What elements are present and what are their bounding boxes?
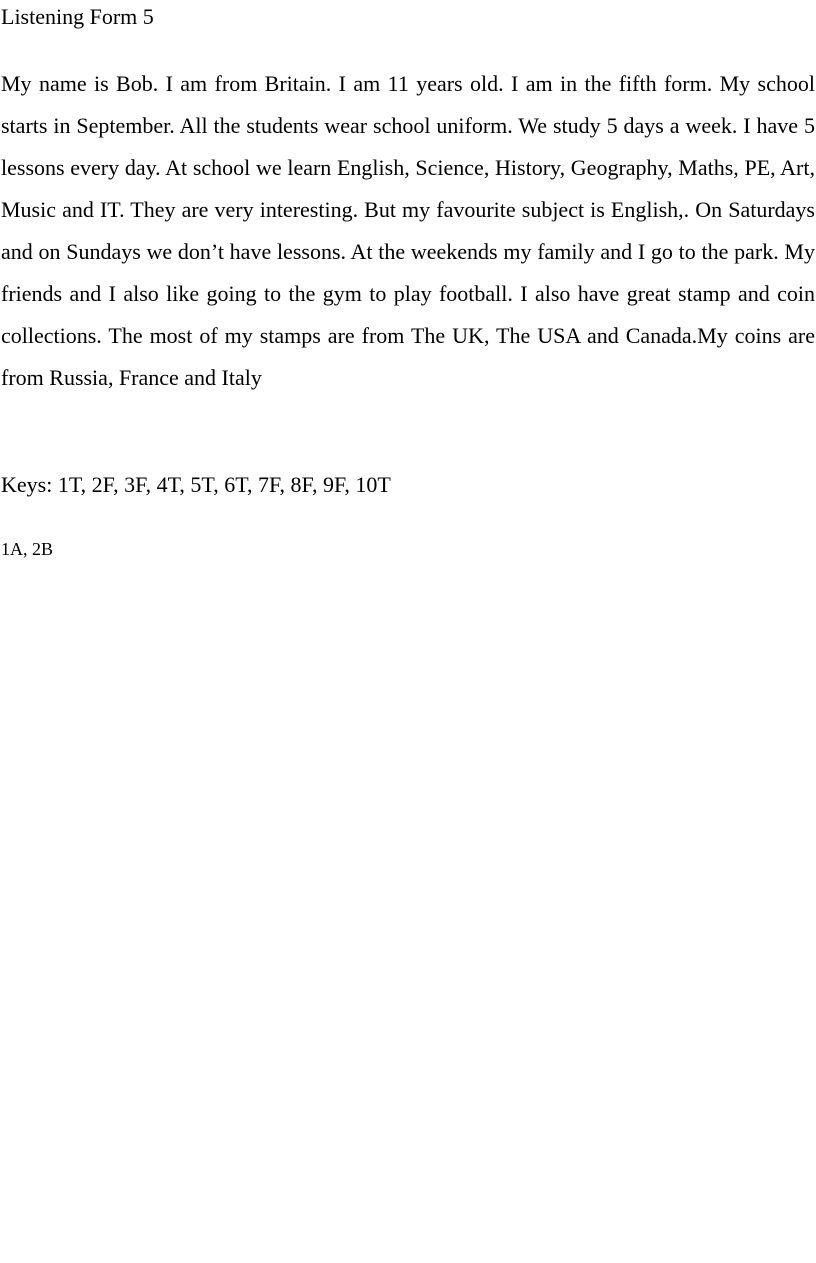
answer-keys-true-false: Keys: 1T, 2F, 3F, 4T, 5T, 6T, 7F, 8F, 9F, 10T xyxy=(1,472,391,497)
answer-keys-multiple-choice: 1A, 2B xyxy=(1,539,54,559)
document-title: Listening Form 5 xyxy=(1,4,154,29)
listening-passage: My name is Bob. I am from Britain. I am 11 years old. I am in the fifth form. My school starts in September. All the students wear school uniform. We study 5 days a week. I have 5 lessons every day. At school we learn English, Science, History, Geography, Maths, PE, Art, Music and IT. They are very interesting. But my favourite subject is English,. On Saturdays and on Sundays we don’t have lessons. At the weekends my family and I go to the park. My friends and I also like going to the gym to play football. I also have great stamp and coin collections. The most of my stamps are from The UK, The USA and Canada.My coins are from Russia, France and Italy xyxy=(1,71,815,390)
